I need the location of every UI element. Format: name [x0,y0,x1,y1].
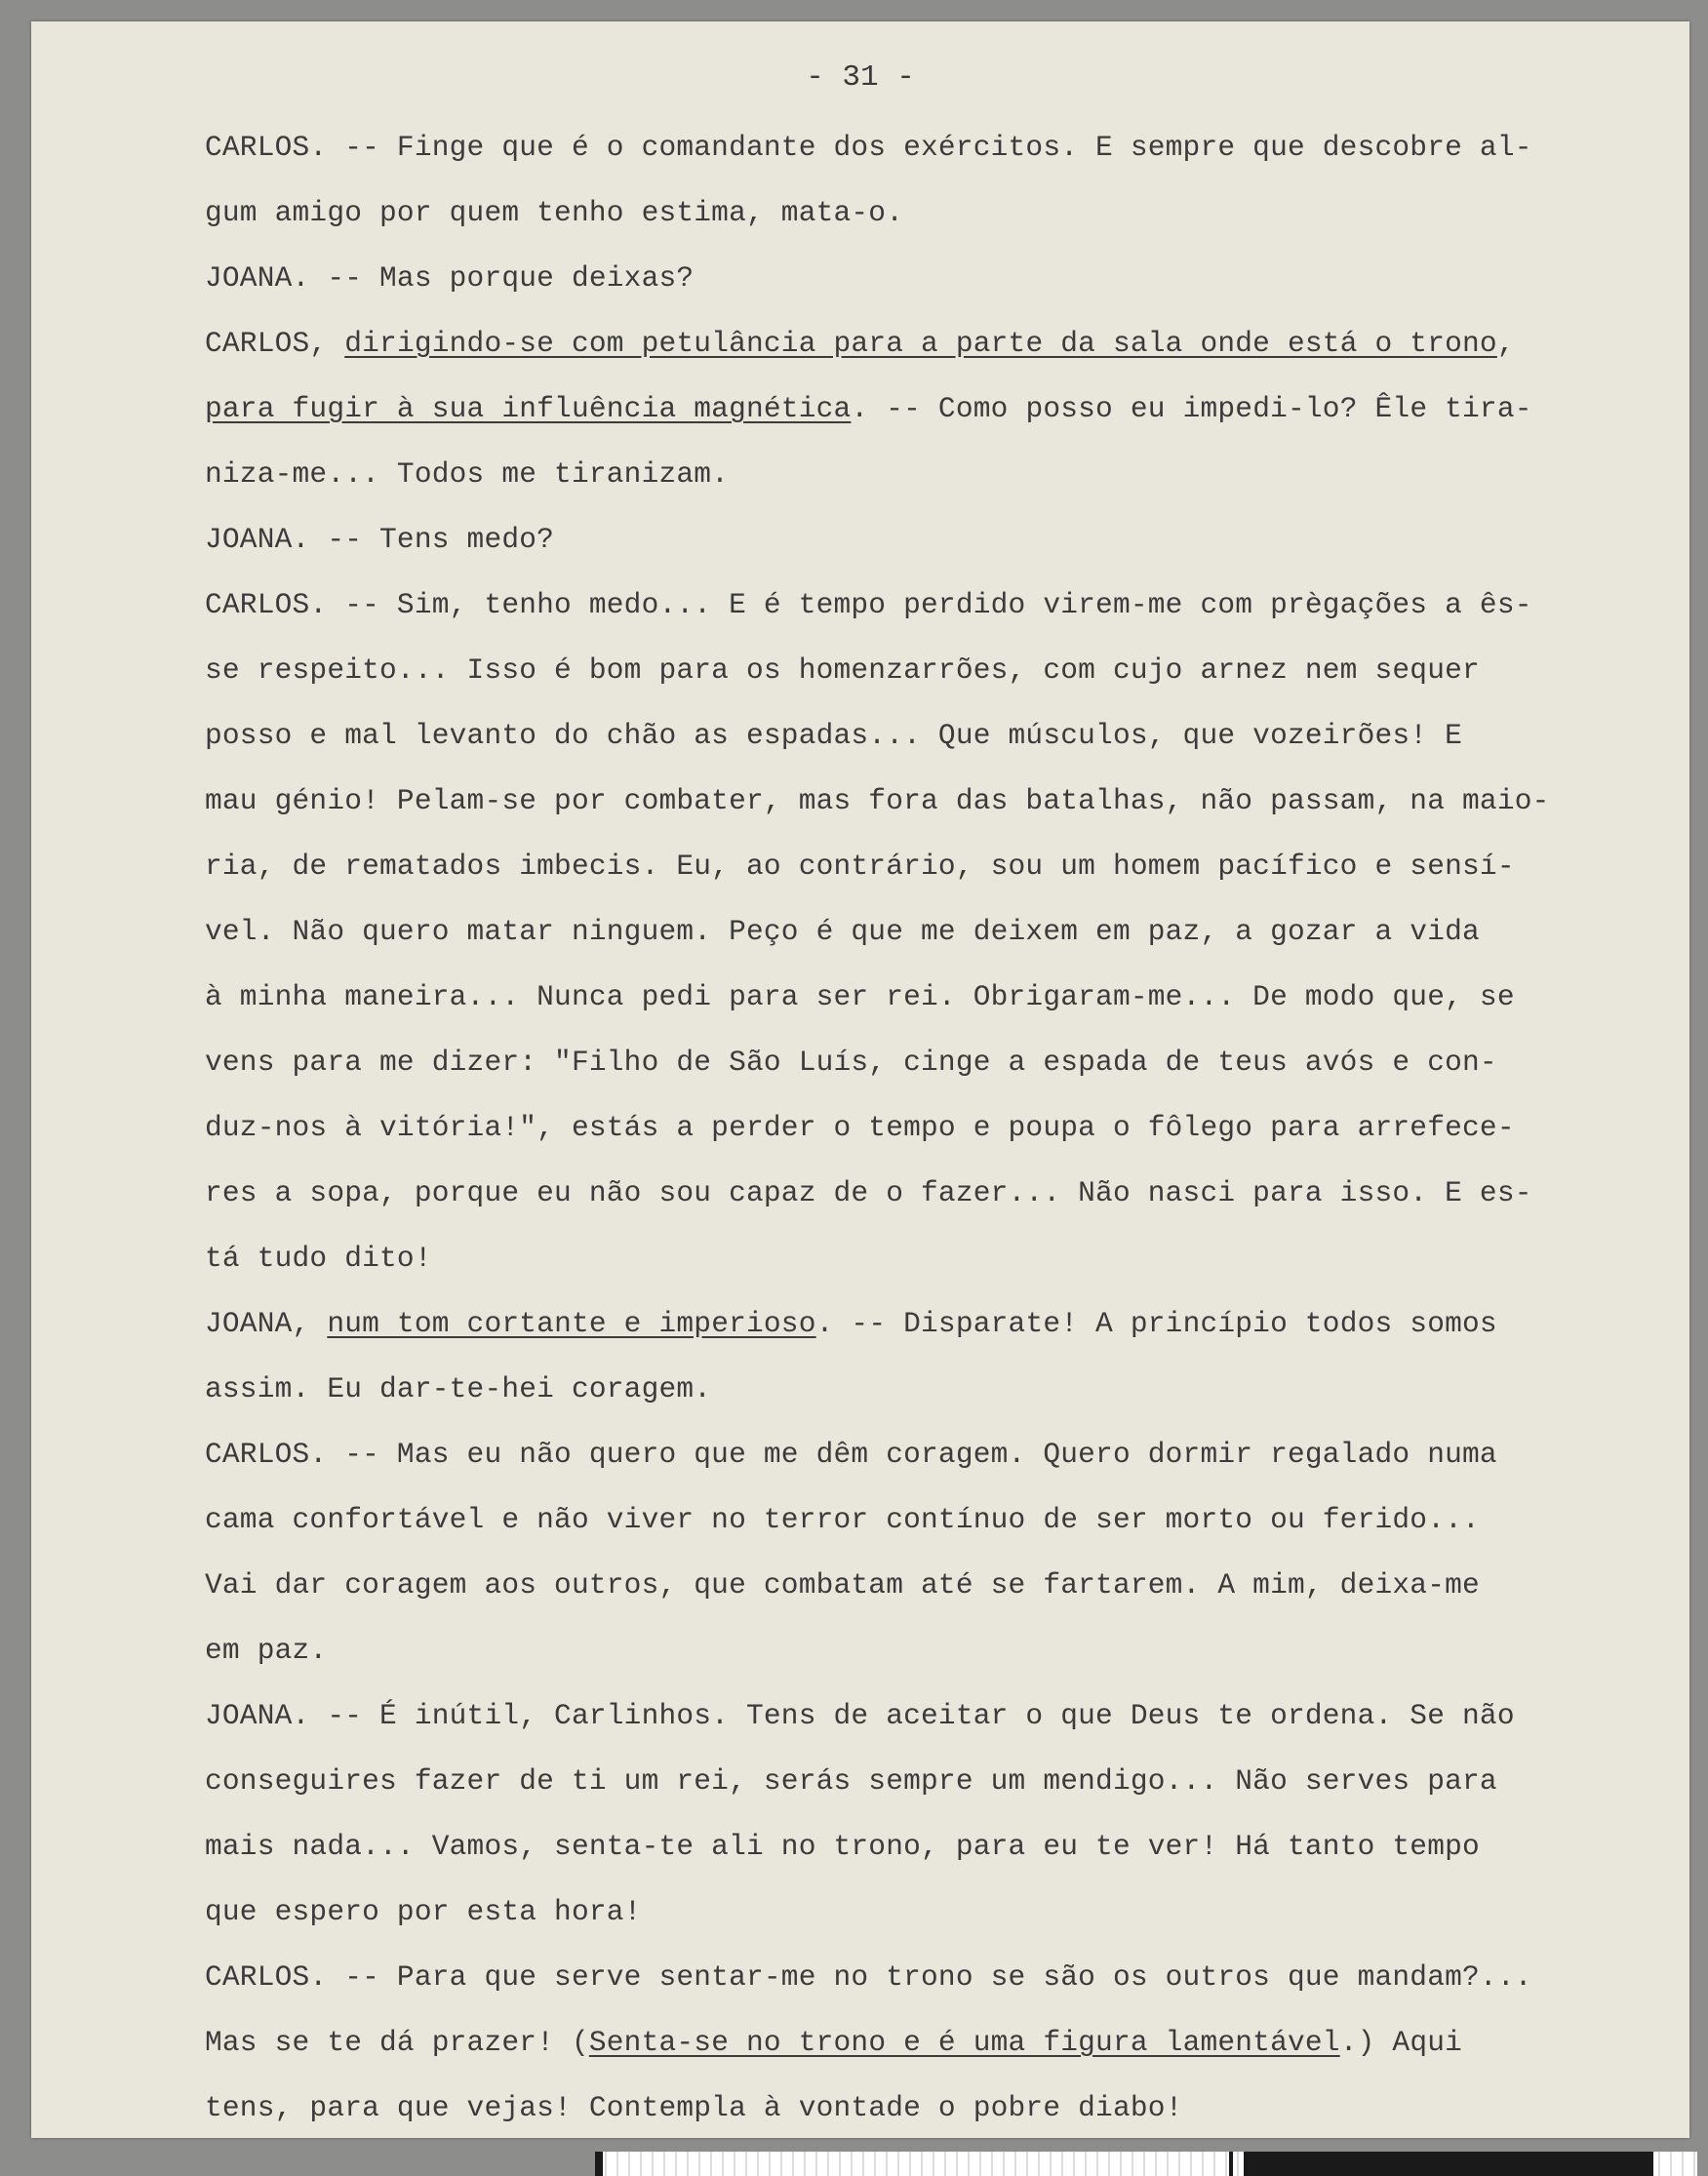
line-segment: mais nada... Vamos, senta-te ali no trono, para eu te ver! Há tanto tempo [205,1830,1480,1863]
line-segment: vens para me dizer: "Filho de São Luís, cinge a espada de teus avós e con- [205,1046,1497,1079]
text-body [205,129,1668,2138]
text-line [205,2024,1668,2089]
line-segment: Mas se te dá prazer! ( [205,2026,589,2059]
line-segment: assim. Eu dar-te-hei coragem. [205,1372,712,1405]
stage-direction: num tom cortante e imperioso [327,1307,816,1340]
line-segment: .) Aqui [1339,2026,1463,2059]
text-line [205,129,1668,194]
line-segment: posso e mal levanto do chão as espadas... Que músculos, que vozeirões! E [205,719,1463,752]
line-segment: ria, de rematados imbecis. Eu, ao contrário, sou um homem pacífico e sensí- [205,850,1515,883]
text-line [205,1566,1668,1632]
line-segment: CARLOS. -- Para que serve sentar-me no trono se são os outros que mandam?... [205,1960,1532,1994]
line-segment: gum amigo por quem tenho estima, mata-o. [205,196,904,229]
page-number: - 31 - [806,60,915,95]
line-segment: res a sopa, porque eu não sou capaz de o fazer... Não nasci para isso. E es- [205,1176,1532,1209]
text-line [205,1958,1668,2024]
line-segment: JOANA. -- Tens medo? [205,523,555,556]
line-segment: tens, para que vejas! Contempla à vontade o pobre diabo! [205,2091,1183,2124]
text-line [205,782,1668,848]
text-line [205,978,1668,1044]
text-line [205,1436,1668,1501]
line-segment: , [1496,327,1515,360]
line-segment: conseguires fazer de ti um rei, serás sempre um mendigo... Não serves para [205,1764,1497,1798]
text-line [205,1632,1668,1697]
line-segment: se respeito... Isso é bom para os homenzarrões, com cujo arnez nem sequer [205,653,1480,687]
line-segment: CARLOS. -- Finge que é o comandante dos exércitos. E sempre que descobre al- [205,131,1532,164]
line-segment: cama confortável e não viver no terror contínuo de ser morto ou ferido... [205,1503,1480,1536]
line-segment: tá tudo dito! [205,1242,432,1275]
text-line [205,194,1668,259]
line-segment: niza-me... Todos me tiranizam. [205,457,730,491]
line-segment: JOANA. -- Mas porque deixas? [205,261,695,295]
text-line [205,259,1668,325]
line-segment: mau génio! Pelam-se por combater, mas fora das batalhas, não passam, na maio- [205,784,1550,817]
stage-direction: para fugir à sua influência magnética [205,392,852,425]
text-line [205,1109,1668,1174]
text-line [205,2089,1668,2138]
text-line [205,1893,1668,1958]
line-segment: JOANA. -- É inútil, Carlinhos. Tens de aceitar o que Deus te ordena. Se não [205,1699,1515,1732]
line-segment: . -- Como posso eu impedi-lo? Êle tira- [851,392,1532,425]
stage-direction: Senta-se no trono e é uma figura lamentável [588,2026,1340,2059]
text-line [205,1828,1668,1893]
scan-color-bar [595,2152,1697,2176]
stage-direction: dirigindo-se com petulância para a parte da sala onde está o trono [344,327,1497,360]
text-line [205,1370,1668,1436]
text-line [205,1762,1668,1828]
text-line [205,717,1668,782]
typewritten-page [31,21,1689,2138]
line-segment: que espero por esta hora! [205,1895,642,1928]
text-line [205,390,1668,455]
line-segment: em paz. [205,1634,328,1667]
line-segment: CARLOS. -- Mas eu não quero que me dêm coragem. Quero dormir regalado numa [205,1438,1497,1471]
text-line [205,1697,1668,1762]
text-line [205,913,1668,978]
text-line [205,652,1668,717]
line-segment: . -- Disparate! A princípio todos somos [815,1307,1497,1340]
line-segment: à minha maneira... Nunca pedi para ser rei. Obrigaram-me... De modo que, se [205,980,1515,1013]
line-segment: CARLOS. -- Sim, tenho medo... E é tempo perdido virem-me com prègações a ês- [205,588,1532,621]
text-line [205,1501,1668,1566]
text-line [205,455,1668,521]
text-line [205,1174,1668,1240]
line-segment: vel. Não quero matar ninguem. Peço é que me deixem em paz, a gozar a vida [205,915,1480,948]
line-segment: JOANA, [205,1307,328,1340]
text-line [205,586,1668,652]
line-segment: CARLOS, [205,327,345,360]
text-line [205,1305,1668,1370]
line-segment: Vai dar coragem aos outros, que combatam até se fartarem. A mim, deixa-me [205,1568,1480,1602]
line-segment: duz-nos à vitória!", estás a perder o tempo e poupa o fôlego para arrefece- [205,1111,1515,1144]
text-line [205,325,1668,390]
text-line [205,1240,1668,1305]
text-line [205,521,1668,586]
text-line [205,1044,1668,1109]
text-line [205,848,1668,913]
